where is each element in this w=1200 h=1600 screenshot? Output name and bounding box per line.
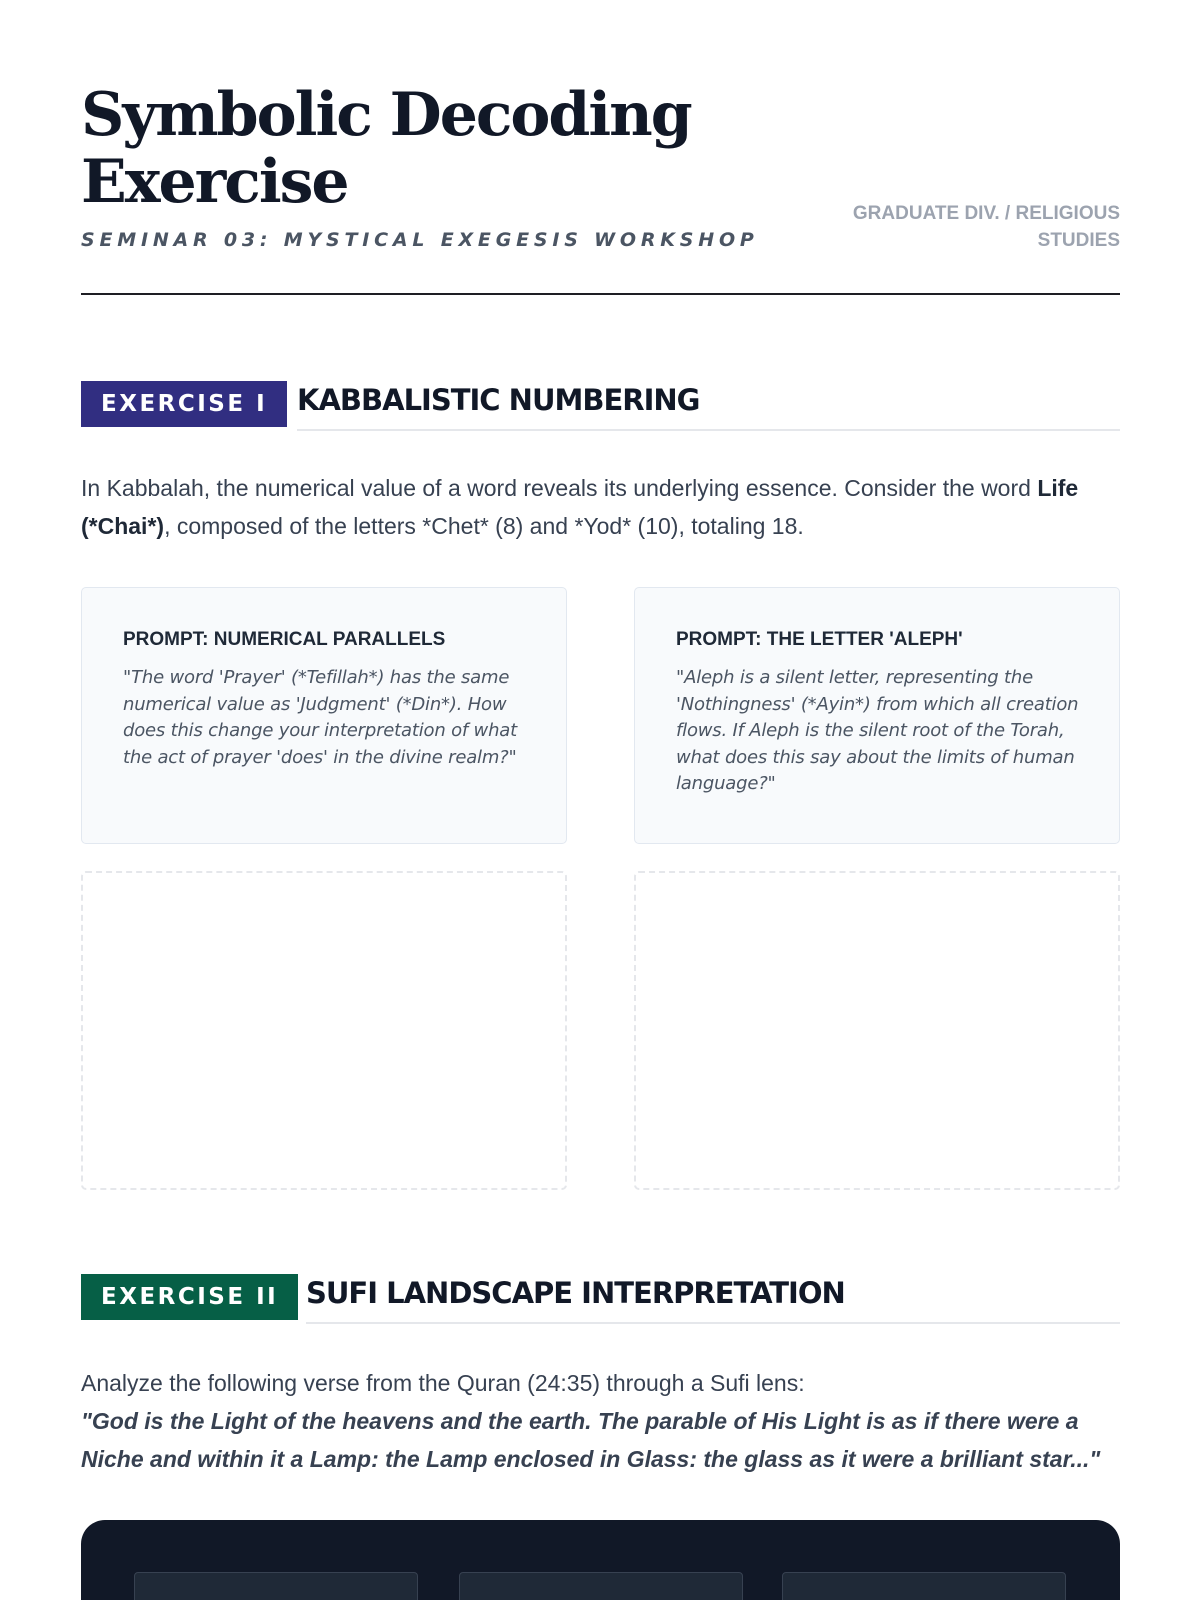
interpretation-input-1[interactable] [134,1572,418,1600]
exercise-2-title: SUFI LANDSCAPE INTERPRETATION [306,1274,1120,1324]
document-header [81,82,1120,295]
exercise-1-heading [81,381,1120,431]
prompt-title: PROMPT: THE LETTER 'ALEPH' [676,629,963,650]
intro-text-end: , composed of the letters *Chet* (8) and *Yod* (10), totaling 18. [164,513,804,539]
interpretation-input-2[interactable] [459,1572,743,1600]
prompt-title: PROMPT: NUMERICAL PARALLELS [123,629,446,650]
document-title: Symbolic Decoding Exercise [81,80,691,217]
department-label: GRADUATE DIV. / RELIGIOUS STUDIES [852,203,1120,251]
interpretation-panel [81,1520,1120,1600]
prompt-quote: "Aleph is a silent letter, representing the 'Nothingness' (*Ayin*) from which all creation flows. If Aleph is the silent root of the Torah, what does this say about the limits of human language?" [676,667,1079,795]
quran-verse: "God is the Light of the heavens and the earth. The parable of His Light is as if there were a Niche and within it a Lamp: the Lamp enclosed in Glass: the glass as it were a brilliant star..." [81,1408,1101,1472]
exercise-2-badge: EXERCISE II [81,1274,298,1320]
prompt-card-numerical-parallels [81,587,567,844]
exercise-1-intro [81,469,1120,545]
exercise-2-instruction: Analyze the following verse from the Quran (24:35) through a Sufi lens: [81,1370,805,1396]
answer-box-letter-aleph[interactable] [634,871,1120,1190]
document-subtitle: SEMINAR 03: MYSTICAL EXEGESIS WORKSHOP [81,229,759,251]
prompt-quote: "The word 'Prayer' (*Tefillah*) has the same numerical value as 'Judgment' (*Din*). How does this change your interpretation of what the act of prayer 'does' in the divine realm?" [123,667,517,768]
intro-keyword: Life (*Chai*) [81,475,1079,539]
intro-text-start: In Kabbalah, the numerical value of a word reveals its underlying essence. Consider the word [81,475,1038,501]
exercise-1-title: KABBALISTIC NUMBERING [297,381,1120,431]
interpretation-input-3[interactable] [782,1572,1066,1600]
exercise-2-intro [81,1364,1120,1478]
worksheet-page [81,0,1120,1600]
answer-box-numerical-parallels[interactable] [81,871,567,1190]
exercise-1-badge: EXERCISE I [81,381,287,427]
prompt-card-letter-aleph [634,587,1120,844]
exercise-2-heading [81,1274,1120,1324]
